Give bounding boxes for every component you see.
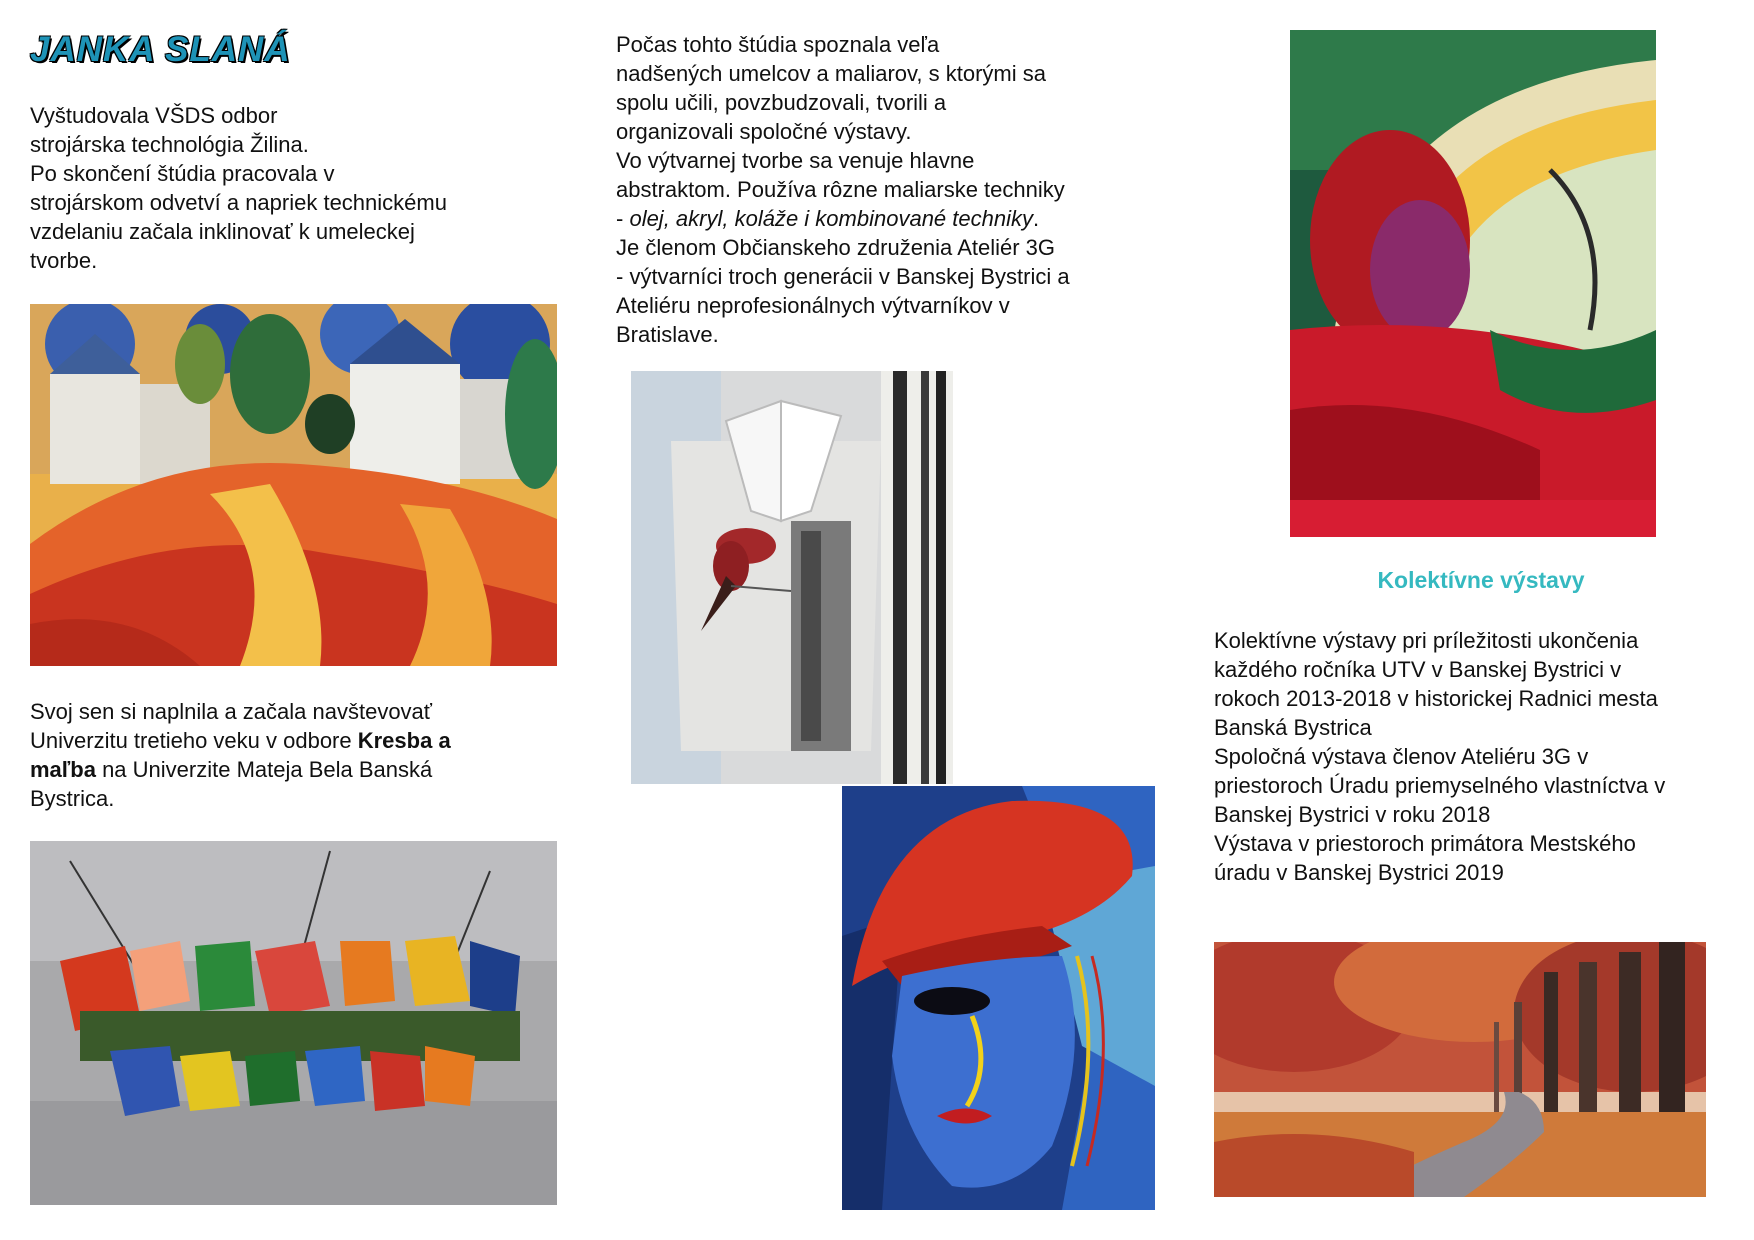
bio-studies-text-segment: - <box>616 206 630 231</box>
painting-shirt-collage <box>631 371 953 784</box>
painting-autumn-path <box>1214 942 1706 1197</box>
bio-studies-text-segment: . <box>1032 206 1040 231</box>
bio-dream-text-segment: Univerzitu tretieho veku v odbore <box>30 728 358 753</box>
bio-intro-line: strojárska technológia Žilina. <box>30 132 309 157</box>
bio-studies-line: abstraktom. Používa rôzne maliarske techniky <box>616 177 1065 202</box>
bio-dream-bold: Kresba a <box>357 728 451 753</box>
bio-dream-bold: maľba <box>30 757 96 782</box>
bio-dream-text <box>30 697 570 813</box>
bio-intro-text <box>30 101 570 275</box>
painting-face-red-hat <box>842 786 1155 1210</box>
bio-intro-line: tvorbe. <box>30 248 98 273</box>
bio-studies-line: organizovali spoločné výstavy. <box>616 119 912 144</box>
bio-studies-line: Vo výtvarnej tvorbe sa venuje hlavne <box>616 148 975 173</box>
bio-studies-line: Počas tohto štúdia spoznala veľa <box>616 32 940 57</box>
exhibitions-line: Banská Bystrica <box>1214 715 1372 740</box>
bio-studies-line: spolu učili, povzbudzovali, tvorili a <box>616 90 947 115</box>
exhibitions-heading: Kolektívne výstavy <box>1377 567 1585 593</box>
bio-studies-line: Ateliéru neprofesionálnych výtvarníkov v <box>616 293 1010 318</box>
exhibitions-line: Kolektívne výstavy pri príležitosti ukončenia <box>1214 628 1639 653</box>
exhibitions-line: Banskej Bystrici v roku 2018 <box>1214 802 1491 827</box>
exhibitions-line: úradu v Banskej Bystrici 2019 <box>1214 860 1504 885</box>
bio-dream-line <box>30 755 570 784</box>
bio-studies-techniques-line <box>616 204 1156 233</box>
exhibitions-line: Výstava v priestoroch primátora Mestského <box>1214 831 1636 856</box>
exhibitions-line: Spoločná výstava členov Ateliéru 3G v <box>1214 744 1589 769</box>
exhibitions-line: rokoch 2013-2018 v historickej Radnici mesta <box>1214 686 1658 711</box>
bio-studies-line: Bratislave. <box>616 322 719 347</box>
bio-studies-text <box>616 30 1156 349</box>
bio-studies-techniques: olej, akryl, koláže i kombinované techniky <box>629 206 1033 231</box>
bio-intro-line: Vyštudovala VŠDS odbor <box>30 103 278 128</box>
painting-abstract-fan <box>1290 30 1656 537</box>
bio-studies-line: Je členom Občianskeho združenia Ateliér 3G <box>616 235 1056 260</box>
bio-dream-line <box>30 726 570 755</box>
bio-dream-line: Bystrica. <box>30 786 115 811</box>
bio-studies-line: nadšených umelcov a maliarov, s ktorými sa <box>616 61 1046 86</box>
bio-dream-text-segment: na Univerzite Mateja Bela Banská <box>95 757 433 782</box>
bio-intro-line: strojárskom odvetví a napriek technickému <box>30 190 447 215</box>
painting-village-hill <box>30 304 557 666</box>
exhibitions-line: priestoroch Úradu priemyselného vlastníctva v <box>1214 773 1666 798</box>
bio-intro-line: Po skončení štúdia pracovala v <box>30 161 335 186</box>
painting-abstract-squares <box>30 841 557 1205</box>
exhibitions-line: každého ročníka UTV v Banskej Bystrici v <box>1214 657 1622 682</box>
bio-studies-line: - výtvarníci troch generácii v Banskej Bystrici a <box>616 264 1070 289</box>
bio-intro-line: vzdelaniu začala inklinovať k umeleckej <box>30 219 415 244</box>
exhibitions-text <box>1214 626 1744 887</box>
bio-dream-line: Svoj sen si naplnila a začala navštevovať <box>30 699 433 724</box>
page-title: JANKA SLANÁ <box>30 30 291 69</box>
